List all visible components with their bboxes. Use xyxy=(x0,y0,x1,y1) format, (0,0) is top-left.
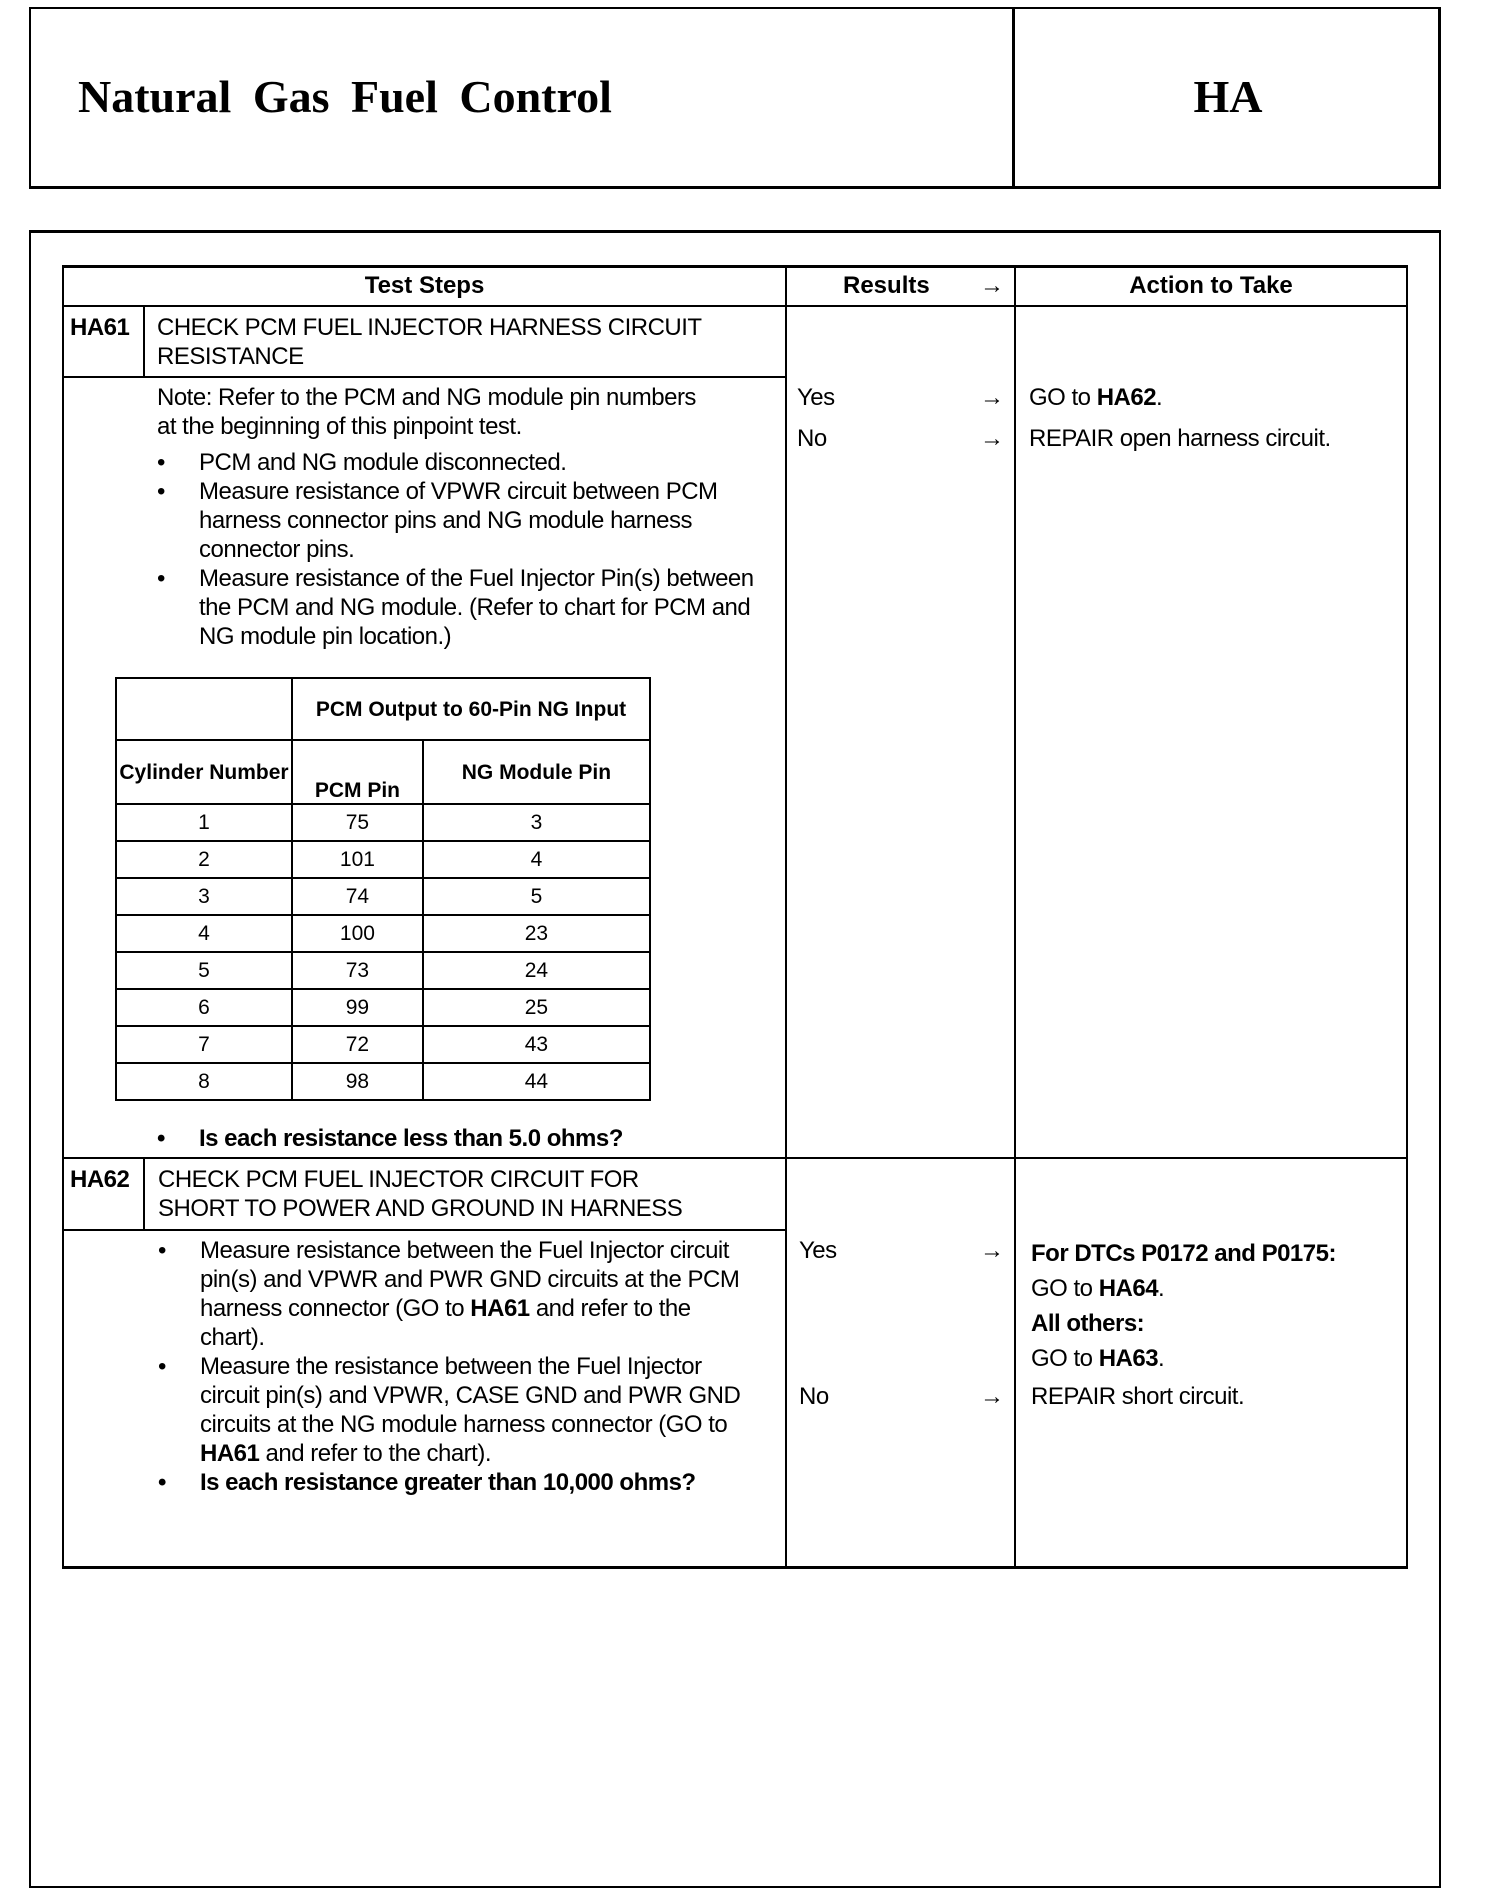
ha62-title-border xyxy=(62,1229,785,1231)
pin-table-cell: 8 xyxy=(116,1063,292,1100)
arrow-icon: → xyxy=(980,1237,1004,1264)
arrow-icon: → xyxy=(980,272,1004,299)
pin-table-cell: 4 xyxy=(116,915,292,952)
pin-table-cell: 24 xyxy=(423,952,650,989)
ha62-question: • Is each resistance greater than 10,000 ohms? xyxy=(158,1468,758,1497)
pin-table-row xyxy=(116,878,650,915)
col-header-results: Results xyxy=(843,272,930,299)
pin-table-cell: 7 xyxy=(116,1026,292,1063)
pin-table-cell: 5 xyxy=(116,952,292,989)
ha62-top-border xyxy=(62,1157,1408,1159)
pin-table-cell: 72 xyxy=(292,1026,423,1063)
pin-table-cell: 43 xyxy=(423,1026,650,1063)
pin-table-cell: 3 xyxy=(116,878,292,915)
ha61-question xyxy=(157,1124,623,1153)
col-header-test-steps: Test Steps xyxy=(364,272,485,299)
pin-table-header: NG Module Pin xyxy=(423,740,650,804)
result-yes: Yes xyxy=(799,1237,837,1264)
action-no: REPAIR short circuit. xyxy=(1031,1383,1245,1410)
ha61-title-border xyxy=(62,376,785,378)
pin-table-cell: 100 xyxy=(292,915,423,952)
action-yes: GO to HA62. xyxy=(1029,384,1163,411)
ha61-step: • PCM and NG module disconnected. xyxy=(157,448,757,477)
action-col-border xyxy=(1014,265,1016,1569)
result-yes: Yes xyxy=(797,384,835,411)
pin-table-group-header: PCM Output to 60-Pin NG Input xyxy=(292,678,650,740)
ha62-id-border xyxy=(143,1158,145,1230)
pin-table-row xyxy=(116,804,650,841)
result-no: No xyxy=(797,425,827,452)
table-left-border xyxy=(62,265,64,1569)
pin-table-row xyxy=(116,1063,650,1100)
ha61-steps xyxy=(157,448,757,651)
arrow-icon: → xyxy=(980,384,1004,411)
step-id-ha62: HA62 xyxy=(70,1166,130,1193)
pin-table-cell: 5 xyxy=(423,878,650,915)
pin-table-header: PCM Pin xyxy=(292,740,423,804)
question-text: • Is each resistance less than 5.0 ohms? xyxy=(157,1124,623,1153)
pin-table-cell: 101 xyxy=(292,841,423,878)
pin-table-cell: 73 xyxy=(292,952,423,989)
col-header-action: Action to Take xyxy=(1129,272,1293,299)
pin-table-cell: 23 xyxy=(423,915,650,952)
step-title-ha61-line1: CHECK PCM FUEL INJECTOR HARNESS CIRCUIT xyxy=(157,314,702,341)
step-title-ha61-line2: RESISTANCE xyxy=(157,343,304,370)
arrow-icon: → xyxy=(980,425,1004,452)
ha62-steps xyxy=(158,1236,758,1497)
pin-table-cell: 4 xyxy=(423,841,650,878)
step-id-ha61: HA61 xyxy=(70,314,130,341)
header-row-border xyxy=(62,305,1408,307)
arrow-icon: → xyxy=(980,1383,1004,1410)
pin-table-cell: 3 xyxy=(423,804,650,841)
pin-table-cell: 25 xyxy=(423,989,650,1026)
pin-table-cell: 6 xyxy=(116,989,292,1026)
action-yes: For DTCs P0172 and P0175: GO to HA64. All others: GO to HA63. xyxy=(1031,1240,1336,1372)
result-no: No xyxy=(799,1383,829,1410)
ha62-step: • Measure resistance between the Fuel Injector circuit pin(s) and VPWR and PWR GND circuits at the PCM harness connector (GO to HA61 and refer to the chart). xyxy=(158,1236,758,1352)
action-no: REPAIR open harness circuit. xyxy=(1029,425,1331,452)
pin-table-cell: 2 xyxy=(116,841,292,878)
pin-table-cell: 74 xyxy=(292,878,423,915)
pin-table-cell: 98 xyxy=(292,1063,423,1100)
pin-table-cell: 99 xyxy=(292,989,423,1026)
pin-table-cell: 1 xyxy=(116,804,292,841)
pin-table-header: Cylinder Number xyxy=(116,740,292,804)
page-title: Natural Gas Fuel Control xyxy=(78,71,612,122)
step-title-ha62-line2: SHORT TO POWER AND GROUND IN HARNESS xyxy=(158,1195,683,1222)
pin-table-row xyxy=(116,915,650,952)
table-bottom-border xyxy=(62,1566,1408,1569)
ha61-step: • Measure resistance of the Fuel Injector Pin(s) between the PCM and NG module. (Refer to chart for PCM and NG module pin location.) xyxy=(157,564,757,651)
table-top-border xyxy=(62,265,1408,268)
step-title-ha62-line1: CHECK PCM FUEL INJECTOR CIRCUIT FOR xyxy=(158,1166,639,1193)
table-right-border xyxy=(1406,265,1408,1569)
pin-table xyxy=(115,677,651,1101)
ha62-step: • Measure the resistance between the Fuel Injector circuit pin(s) and VPWR, CASE GND and PWR GND circuits at the NG module harness connector (GO to HA61 and refer to the chart). xyxy=(158,1352,758,1468)
results-col-border xyxy=(785,265,787,1569)
pin-table-row xyxy=(116,952,650,989)
ha61-id-border xyxy=(143,306,145,377)
ha61-step: • Measure resistance of VPWR circuit between PCM harness connector pins and NG module harness connector pins. xyxy=(157,477,757,564)
section-code: HA xyxy=(1193,71,1263,122)
pin-table-row xyxy=(116,989,650,1026)
pin-table-cell: 75 xyxy=(292,804,423,841)
ha61-note: Note: Refer to the PCM and NG module pin numbers at the beginning of this pinpoint test. xyxy=(157,384,696,440)
pin-table-cell: 44 xyxy=(423,1063,650,1100)
pin-table-row xyxy=(116,841,650,878)
pin-table-row xyxy=(116,1026,650,1063)
